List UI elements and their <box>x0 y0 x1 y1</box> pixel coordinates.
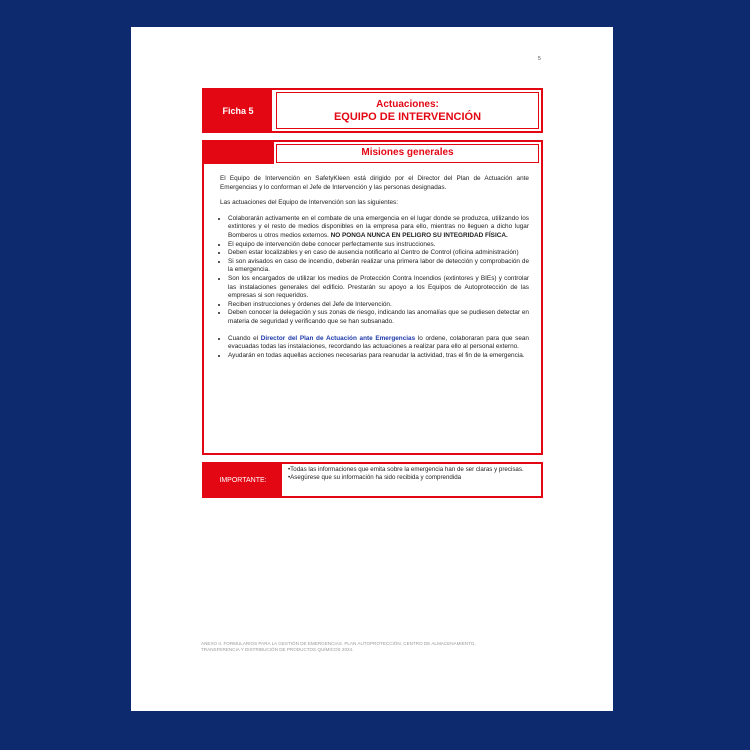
ficha-label: Ficha 5 <box>204 90 272 131</box>
list-item: • Deben estar localizables y en caso de ausencia notificarlo al Centro de Control (oficina administración) <box>228 249 529 258</box>
section-red-strip <box>204 142 274 164</box>
director-link[interactable]: Director del Plan de Actuación ante Emergencias <box>260 334 416 342</box>
actions-list <box>220 215 529 361</box>
important-label: IMPORTANTE: <box>204 464 282 496</box>
list-item: • Reciben instrucciones y órdenes del Jefe de Intervención. <box>228 301 529 310</box>
list-item: • El equipo de intervención debe conocer perfectamente sus instrucciones. <box>228 241 529 250</box>
list-item: • Si son avisados en caso de incendio, deberán realizar una primera labor de detección y comprobación de la emergencia. <box>228 258 529 275</box>
section-content <box>220 175 529 360</box>
misiones-section <box>202 140 543 455</box>
list-item: • Colaborarán activamente en el combate de una emergencia en el lugar donde se produzca, utilizando los extintores y el resto de medios disponibles en la empresa para ello, mientras no lleguen a dicho lugar Bomberos u otros medios externos. NO PONGA NUNCA EN PELIGRO SU INTEGRIDAD FÍSICA. <box>228 215 529 241</box>
page-footer: ANEXO II. FORMULARIOS PARA LA GESTIÓN DE EMERGENCIAS. PLAN AUTOPROTECCIÓN. CENTRO DE ALMACENAMIENTO, TRANSFERENCIA Y DISTRIBUCIÓN DE PRODUCTOS QUÍMICOS 2024. <box>201 641 476 652</box>
warning-text: NO PONGA NUNCA EN PELIGRO SU INTEGRIDAD FÍSICA. <box>330 231 508 239</box>
section-title: Misiones generales <box>276 144 539 163</box>
ficha-title <box>276 92 539 129</box>
lead-paragraph: Las actuaciones del Equipo de Intervención son las siguientes: <box>220 199 398 207</box>
list-item: • Son los encargados de utilizar los medios de Protección Contra Incendios (extintores y BIEs) y controlar las instalaciones generales del edificio. Prestarán su apoyo a los Equipos de Autoprotección de las empresas si son requeridos. <box>228 275 529 301</box>
intro-paragraph: El Equipo de Intervención en SafetyKleen está dirigido por el Director del Plan de Actuación ante Emergencias y lo conforman el Jefe de Intervención y las personas designadas. <box>220 175 529 191</box>
list-item: • Cuando el Director del Plan de Actuación ante Emergencias lo ordene, colaboraran para que sean evacuadas todas las instalaciones, recordando las actuaciones a realizar para ello al personal externo. <box>228 335 529 352</box>
important-text <box>288 466 537 482</box>
title-line-1: Actuaciones: <box>376 99 439 110</box>
page-number: 5 <box>538 56 541 62</box>
title-line-2: EQUIPO DE INTERVENCIÓN <box>333 111 482 123</box>
important-item: •Todas las informaciones que emita sobre la emergencia han de ser claras y precisas. <box>288 466 524 473</box>
list-item: • Deben conocer la delegación y sus zonas de riesgo, indicando las anomalías que se pudiesen detectar en materia de seguridad y verificando que se han subsanado. <box>228 309 529 326</box>
ficha-header <box>202 88 543 133</box>
list-item: • Ayudarán en todas aquellas acciones necesarias para reanudar la actividad, tras el fin de la emergencia. <box>228 352 529 361</box>
important-box <box>202 462 543 498</box>
important-item: •Asegúrese que su información ha sido recibida y comprendida <box>288 474 462 482</box>
